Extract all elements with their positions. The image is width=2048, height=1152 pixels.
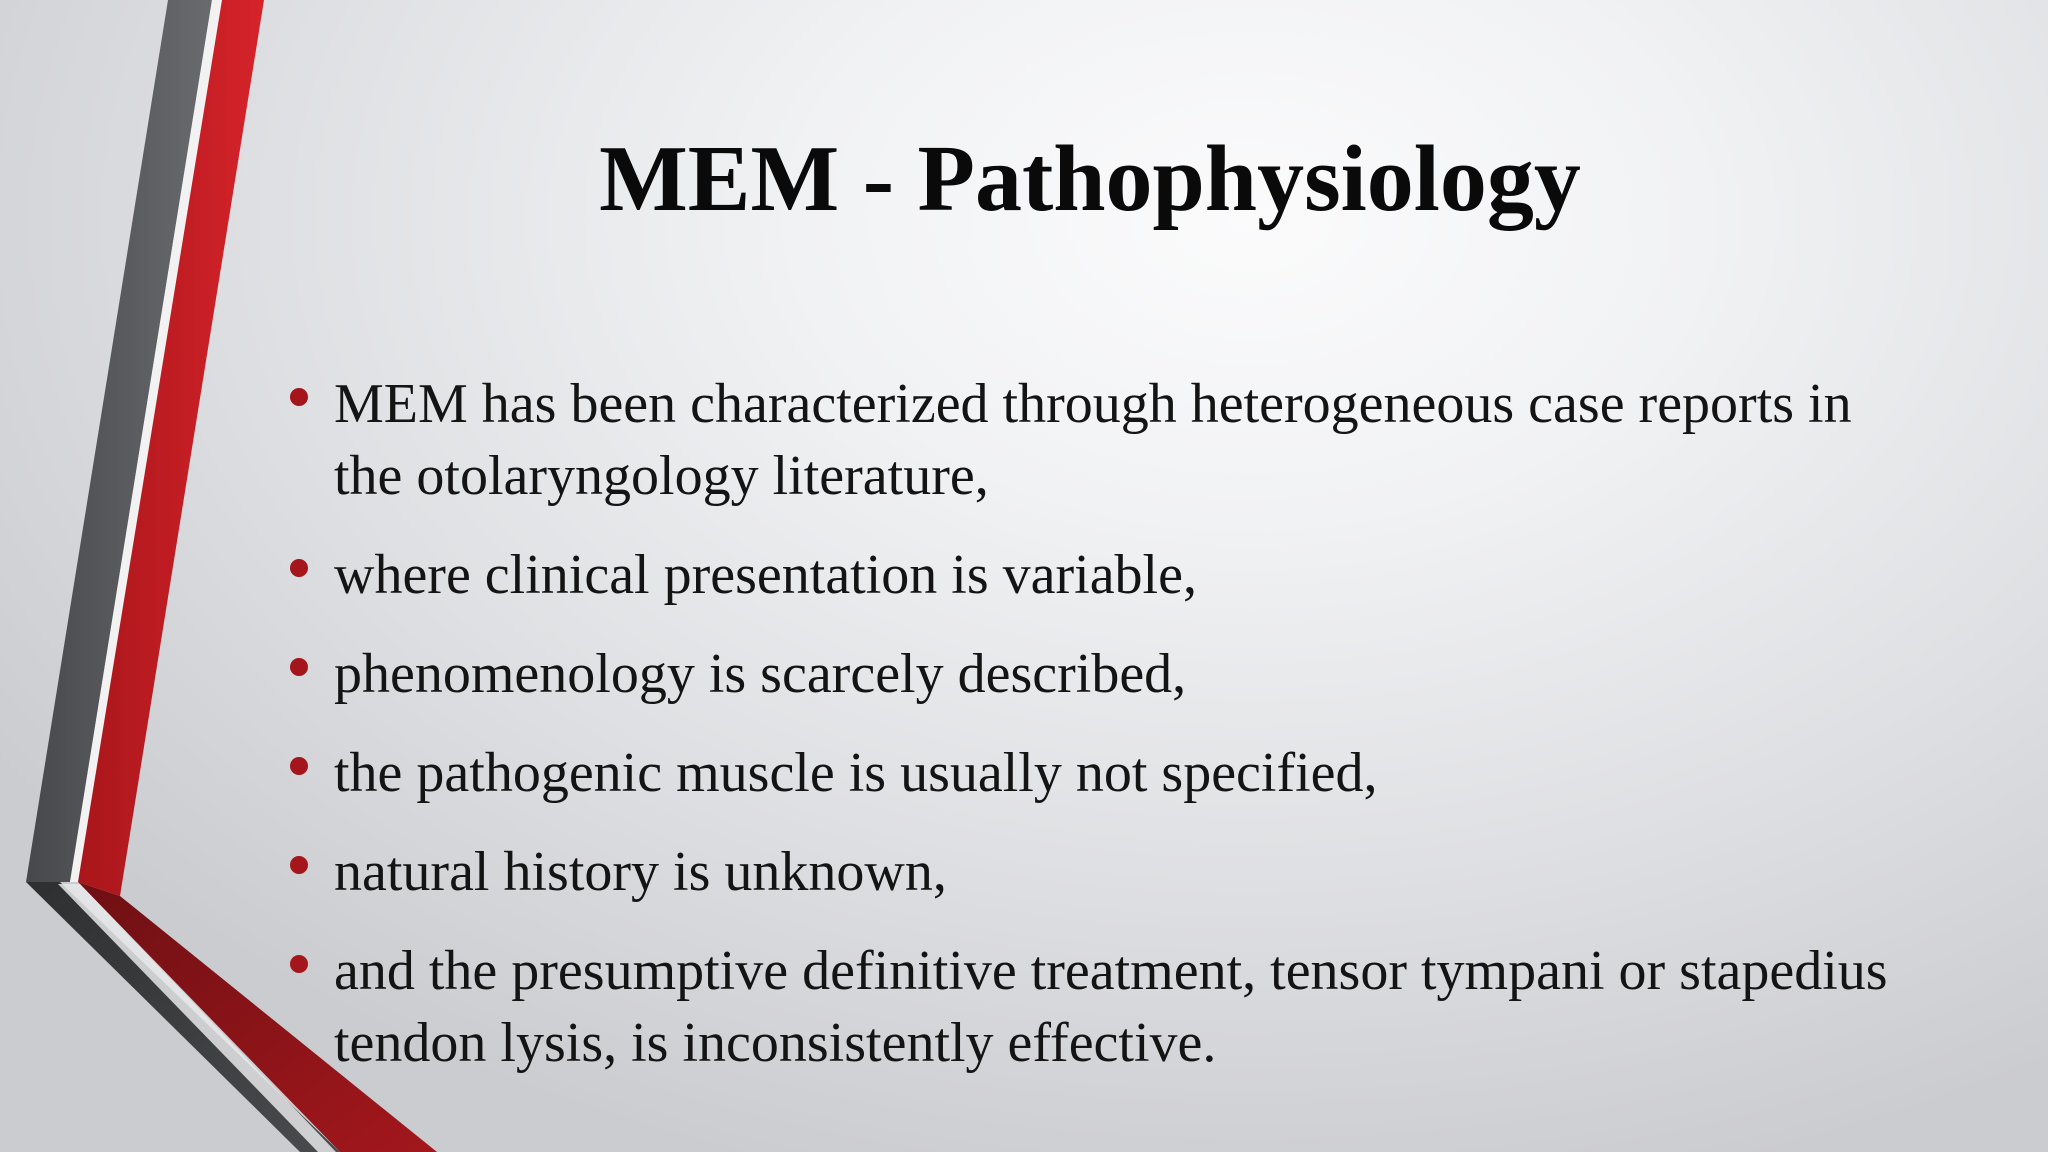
bullet-item <box>286 539 1906 611</box>
bullet-text: MEM has been characterized through heterogeneous case reports in the otolaryngology literature, <box>334 373 1852 507</box>
bullet-text: and the presumptive definitive treatment, tensor tympani or stapedius tendon lysis, is inconsistently effective. <box>334 940 1888 1074</box>
slide-title: MEM - Pathophysiology <box>599 127 1581 231</box>
bullet-dot-icon <box>290 388 308 406</box>
bullet-text: the pathogenic muscle is usually not specified, <box>334 742 1378 804</box>
bullet-text: phenomenology is scarcely described, <box>334 643 1187 705</box>
bullet-dot-icon <box>290 658 308 676</box>
bullet-dot-icon <box>290 559 308 577</box>
bullet-item <box>286 737 1906 809</box>
bullet-item <box>286 935 1906 1079</box>
bullet-item <box>286 638 1906 710</box>
bullet-list <box>286 368 1906 1106</box>
bullet-item <box>286 836 1906 908</box>
bullet-dot-icon <box>290 757 308 775</box>
bullet-text: natural history is unknown, <box>334 841 947 903</box>
bullet-dot-icon <box>290 856 308 874</box>
bullet-text: where clinical presentation is variable, <box>334 544 1197 606</box>
bullet-item <box>286 368 1906 512</box>
bullet-dot-icon <box>290 955 308 973</box>
